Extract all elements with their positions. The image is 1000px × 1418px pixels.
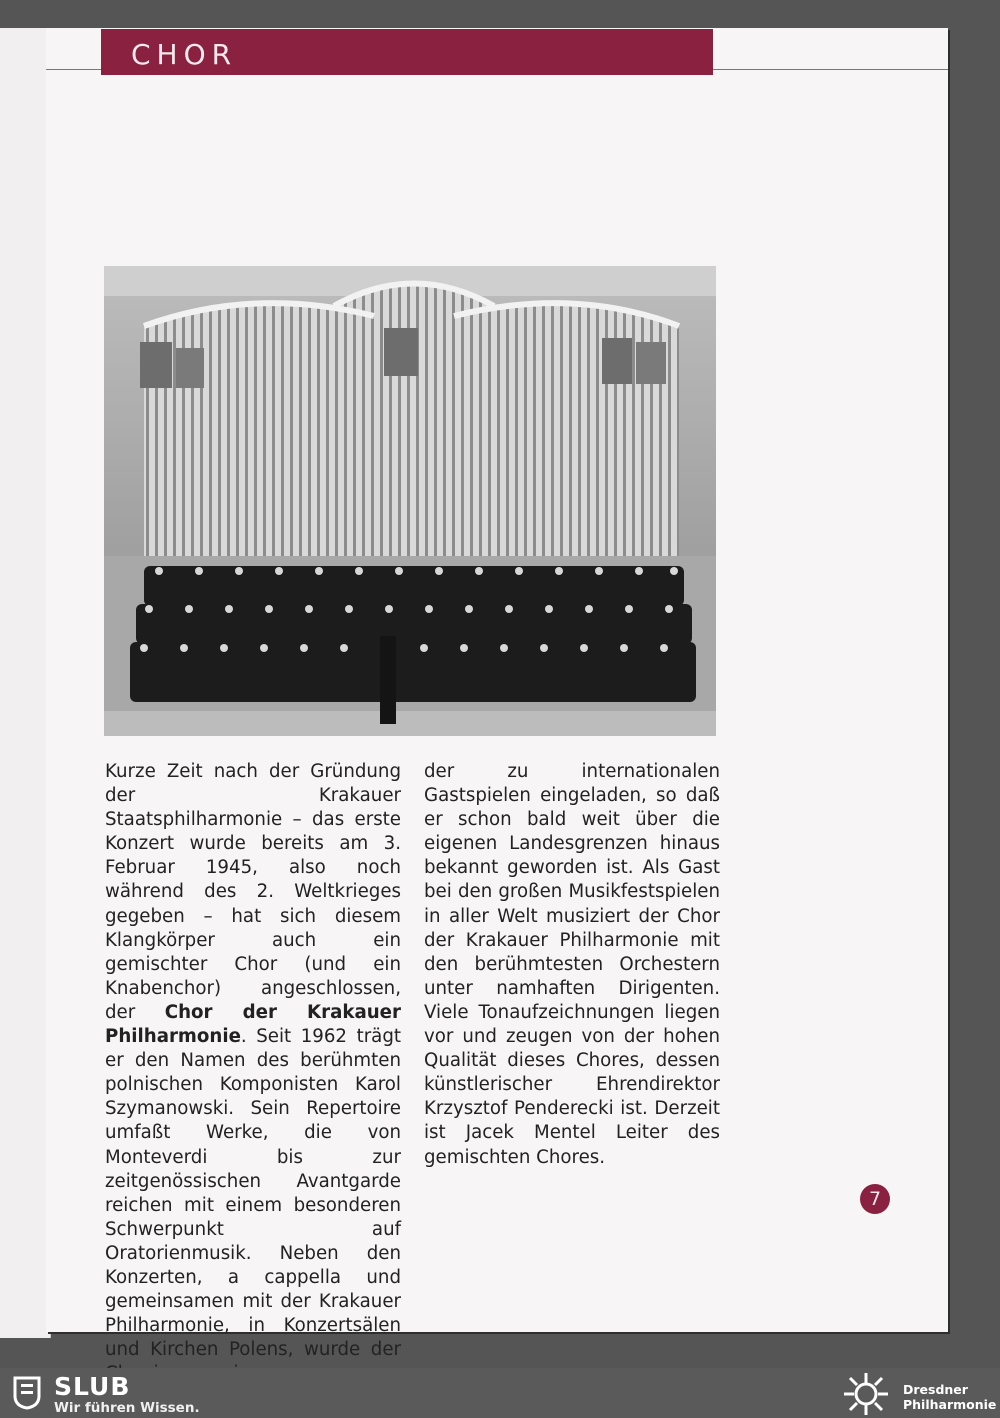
left-text-1: Kurze Zeit nach der Gründung der Krakauer Staatsphilharmonie – das erste Konzert wurde bereits am 3. Februar 1945, also noch während des 2. Weltkrieges gegeben – hat sich diesem Klangkörper auch ein gemischter Chor (und ein Knabenchor) angeschlossen, der	[105, 761, 401, 1023]
previous-page-edge	[0, 28, 51, 1338]
article-paragraph-right: der zu internationalen Gastspielen eingeladen, so daß er schon bald weit über die eigenen Landesgrenzen hinaus bekannt geworden ist. Als Gast bei den großen Musikfestspielen in aller Welt musiziert der Chor der Krakauer Philharmonie mit den berühmtesten Orchestern unter namhaften Dirigenten. Viele Tonaufzeichnungen liegen vor und zeugen von der hohen Qualität dieses Chores, dessen künstlerischer Ehrendirektor Krzysztof Penderecki ist. Derzeit ist Jacek Mentel Leiter des gemischten Chores.	[424, 761, 720, 1168]
article-right-column	[424, 760, 720, 1170]
brochure-page	[46, 28, 948, 1361]
section-header: CHOR	[101, 29, 713, 75]
article-left-column	[105, 760, 401, 1386]
philharmonie-logo-icon[interactable]	[842, 1371, 890, 1417]
left-text-2: . Seit 1962 trägt er den Namen des berühmten polnischen Komponisten Karol Szymanowski. Sein Repertoire umfaßt Werke, die von Monteverdi bis zur zeitgenössischen Avantgarde reichen mit einem besonderen Schwerpunkt auf Oratorienmusik. Neben den Konzerten, a cappella und gemeinsamen mit der Krakauer Philharmonie, in Konzertsälen und Kirchen Polens, wurde der	[105, 1026, 401, 1361]
choir-photo-icon	[104, 266, 716, 736]
slub-name[interactable]: SLUB	[54, 1372, 131, 1401]
philharmonie-name-line2: Philharmonie	[903, 1397, 997, 1412]
choir-photo	[104, 266, 716, 736]
article-paragraph-left	[105, 760, 401, 1386]
philharmonie-name-line1: Dresdner	[903, 1382, 968, 1397]
choir-name-bold: Chor der Krakauer Philharmonie	[105, 1001, 401, 1048]
slub-logo-icon[interactable]	[12, 1376, 42, 1410]
page-number-badge: 7	[860, 1184, 890, 1214]
slub-tagline: Wir führen Wissen.	[54, 1400, 200, 1416]
